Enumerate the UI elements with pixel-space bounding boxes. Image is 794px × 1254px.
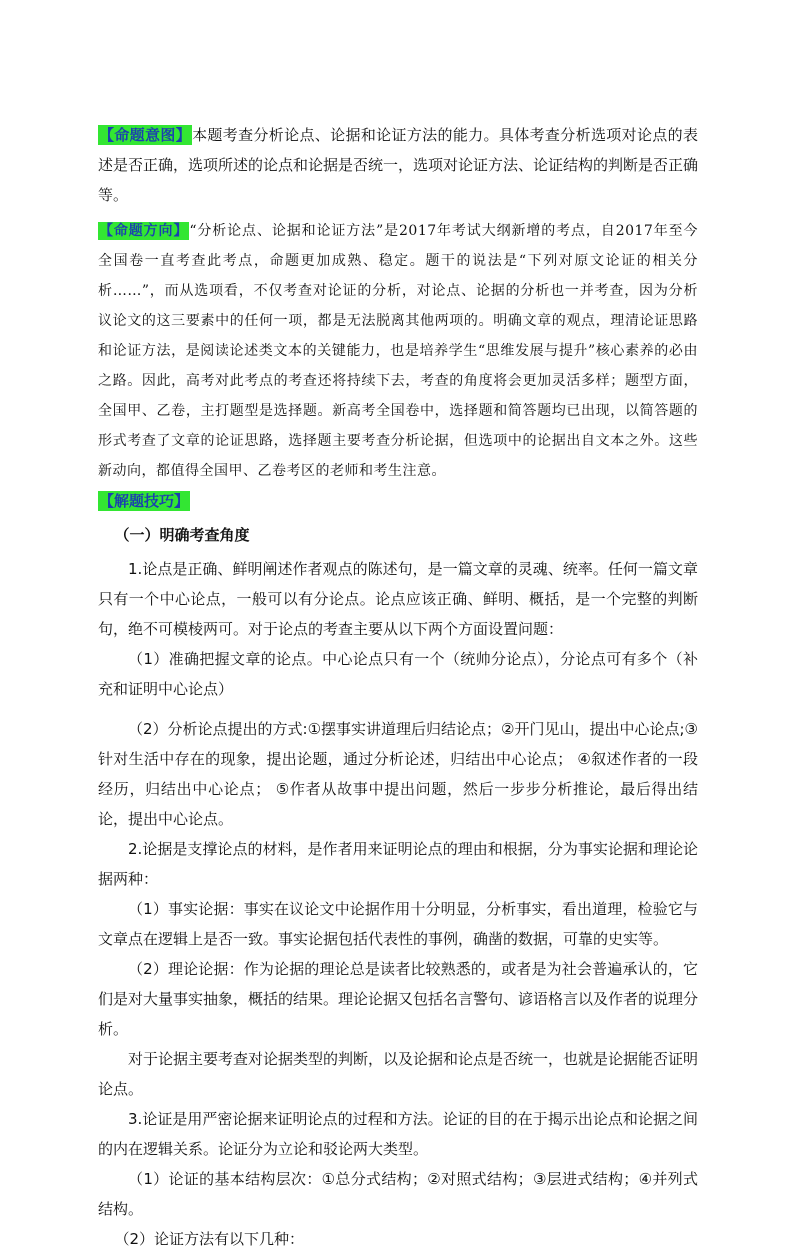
paragraph-reasoning-2: （2）论证方法有以下几种： xyxy=(114,1230,305,1248)
intent-text: 本题考查分析论点、论据和论证方法的能力。具体考查分析选项对论点的表述是否正确，选项所述的论点和论据是否统一，选项对论证方法、论证结构的判断是否正确等。 xyxy=(98,126,699,204)
direction-paragraph xyxy=(98,216,698,486)
document-page xyxy=(98,120,698,1254)
paragraph-reasoning: 3.论证是用严密论据来证明论点的过程和方法。论证的目的在于揭示出论点和论据之间的内在逻辑关系。论证分为立论和驳论两大类型。 xyxy=(98,1110,698,1158)
paragraph-reasoning-1: （1）论证的基本结构层次：①总分式结构；②对照式结构；③层进式结构；④并列式结构。 xyxy=(98,1170,698,1218)
skills-tag: 【解题技巧】 xyxy=(99,492,190,510)
paragraph-evidence-2: （2）理论论据：作为论据的理论总是读者比较熟悉的，或者是为社会普遍承认的，它们是对大量事实抽象，概括的结果。理论论据又包括名言警句、谚语格言以及作者的说理分析。 xyxy=(98,960,699,1038)
paragraph-evidence-1: （1）事实论据：事实在议论文中论据作用十分明显，分析事实，看出道理，检验它与文章点在逻辑上是否一致。事实论据包括代表性的事例，确凿的数据，可靠的史实等。 xyxy=(98,900,698,948)
intent-paragraph xyxy=(98,120,698,210)
paragraph-evidence-summary: 对于论据主要考查对论据类型的判断，以及论据和论点是否统一，也就是论据能否证明论点。 xyxy=(98,1050,699,1098)
paragraph-argument: 1.论点是正确、鲜明阐述作者观点的陈述句，是一篇文章的灵魂、统率。任何一篇文章只有一个中心论点，一般可以有分论点。论点应该正确、鲜明、概括，是一个完整的判断句，绝不可模棱两可。对于论点的考查主要从以下两个方面设置问题： xyxy=(98,560,698,638)
paragraph-evidence: 2.论据是支撑论点的材料，是作者用来证明论点的理由和根据，分为事实论据和理论论据两种： xyxy=(98,840,698,888)
paragraph-argument-2: （2）分析论点提出的方式:①摆事实讲道理后归结论点；②开门见山，提出中心论点;③针对生活中存在的现象，提出论题，通过分析论述，归结出中心论点； ④叙述作者的一段经历，归结出中心论点； ⑤作者从故事中提出问题，然后一步步分析推论，最后得出结论，提出中心论点。 xyxy=(98,720,698,828)
section-heading: （一）明确考查角度 xyxy=(114,526,250,544)
direction-tag: 【命题方向】 xyxy=(99,223,189,239)
intent-tag: 【命题意图】 xyxy=(99,126,192,144)
paragraph-argument-1: （1）准确把握文章的论点。中心论点只有一个（统帅分论点），分论点可有多个（补充和证明中心论点） xyxy=(98,650,698,698)
skills-paragraph xyxy=(98,486,698,516)
direction-text: “分析论点、论据和论证方法”是2017年考试大纲新增的考点，自2017年至今全国卷一直考查此考点，命题更加成熟、稳定。题干的说法是“下列对原文论证的相关分析……”，而从选项看，不仅考查对论证的分析，对论点、论据的分析也一并考查，因为分析议论文的这三要素中的任何一项，都是无法脱离其他两项的。明确文章的观点，理清论证思路和论证方法，是阅读论述类文本的关键能力，也是培养学生“思维发展与提升”核心素养的必由之路。因此，高考对此考点的考查还将持续下去，考查的角度将会更加灵活多样；题型方面，全国甲、乙卷，主打题型是选择题。新高考全国卷中，选择题和简答题均已出现，以简答题的形式考查了文章的论证思路，选择题主要考查分析论据，但选项中的论据出自文本之外。这些新动向，都值得全国甲、乙卷考区的老师和考生注意。 xyxy=(98,223,698,479)
